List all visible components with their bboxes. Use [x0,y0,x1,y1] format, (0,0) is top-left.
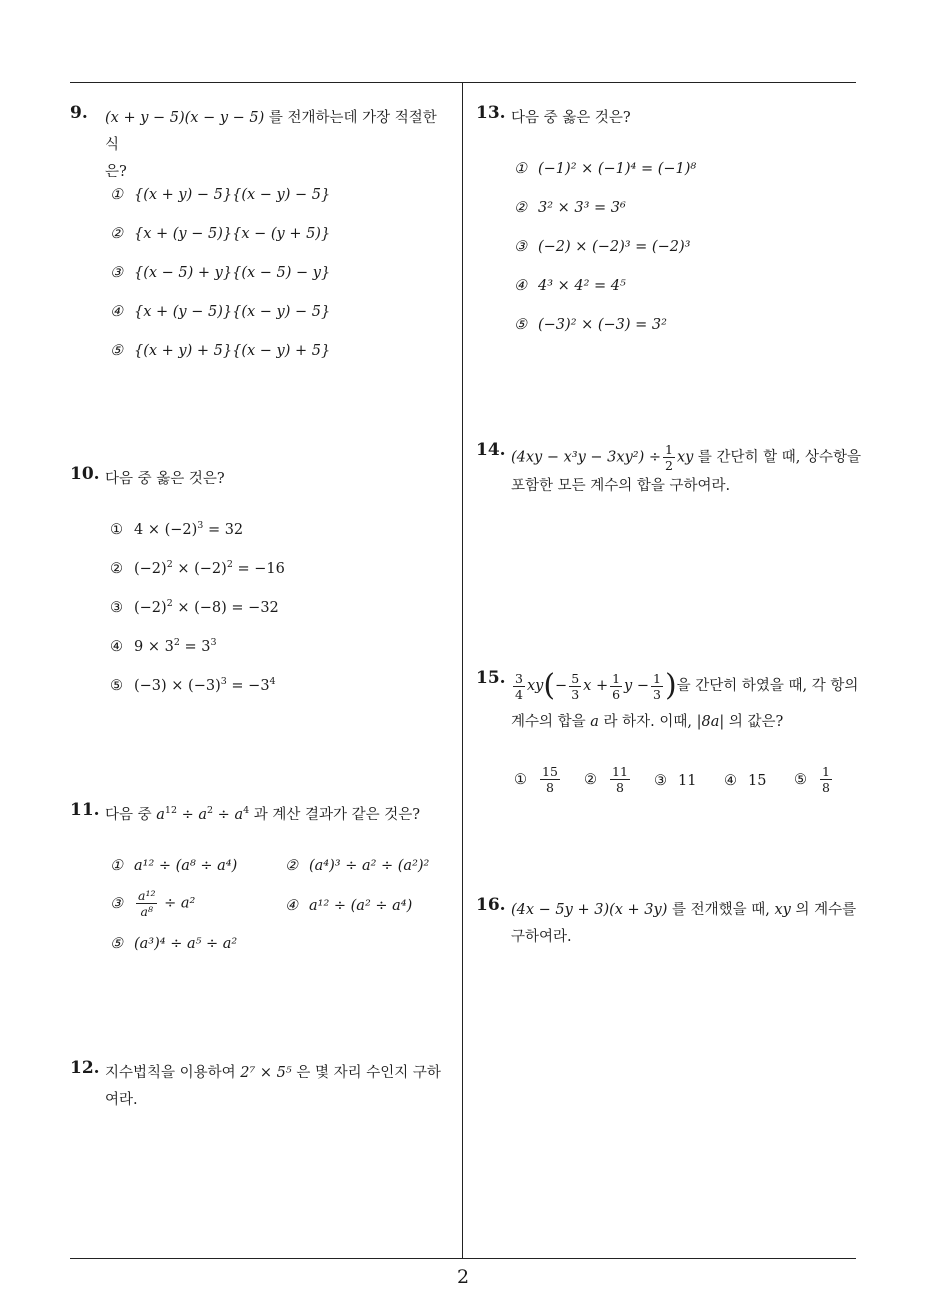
problem-stem: 다음 중 옳은 것은? [105,471,225,487]
option-5[interactable]: ⑤ $(-3) \times (-3)^3 = -3^4$ [110,676,276,694]
problem-stem: (4xy − x³y − 3xy²) ÷ $\frac{1}{2}$ xy 를 간단히 할 때, 상수항을 포함한 모든 계수의 합을 구하여라. [511,442,862,494]
problem-stem: 다음 중 $a^{12} \div a^2 \div a^4$ 과 계산 결과가 같은 것은? [105,805,421,823]
option-2[interactable]: ② $\frac{11}{8}$ [584,764,628,795]
problem-number: 13. [476,103,506,123]
problem-number: 15. [476,668,506,688]
problem-13 [476,103,856,343]
top-rule [70,82,856,83]
problem-stem: $\frac{3}{4}$ xy(− $\frac{5}{3}$ x + $\frac{1}{6}$ y − $\frac{1}{3}$ )을 간단히 하였을 때, 각 항의 계수의 합을 a 라 하자. 이때, |8a| 의 값은? [511,668,859,730]
problem-stem: 다음 중 옳은 것은? [511,110,631,126]
bottom-rule [70,1258,856,1259]
option-1[interactable]: ① {(x + y) − 5}{(x − y) − 5} [110,187,331,203]
problem-10 [70,464,455,704]
problem-number: 10. [70,464,100,484]
option-5[interactable]: ⑤ (−3)² × (−3) = 3² [514,317,667,333]
stem-text: 를 전개하는데 가장 적절한 식 [105,110,437,153]
problem-15 [476,668,861,808]
problem-number: 14. [476,440,506,460]
option-4[interactable]: ④ a¹² ÷ (a² ÷ a⁴) [285,898,413,914]
stem-text-line2: 은? [105,164,127,180]
option-5[interactable]: ⑤ (a³)⁴ ÷ a⁵ ÷ a² [110,936,238,952]
column-divider [462,82,463,1258]
option-4[interactable]: ④ $9 \times 3^2 = 3^3$ [110,637,217,655]
problem-stem: 지수법칙을 이용하여 2⁷ × 5⁵ 은 몇 자리 수인지 구하 여라. [105,1065,441,1108]
problem-number: 11. [70,800,100,820]
option-1[interactable]: ① (−1)² × (−1)⁴ = (−1)⁸ [514,161,697,177]
option-5[interactable]: ⑤ {(x + y) + 5}{(x − y) + 5} [110,343,331,359]
option-3[interactable]: ③ $\frac{\text{a¹²}}{\text{a⁸}}$ ÷ a² [110,888,196,919]
problem-stem [105,105,455,186]
option-2[interactable]: ② $(-2)^2 \times (-2)^2 = -16$ [110,559,285,577]
option-4[interactable]: ④ 15 [724,773,767,789]
option-5[interactable]: ⑤ $\frac{1}{8}$ [794,764,830,795]
problem-stem: (4x − 5y + 3)(x + 3y) 를 전개했을 때, xy 의 계수를 구하여라. [511,902,857,945]
problem-number: 12. [70,1058,100,1078]
problem-9 [70,103,455,363]
problem-16 [476,895,861,955]
option-3[interactable]: ③ (−2) × (−2)³ = (−2)³ [514,239,691,255]
option-2[interactable]: ② {x + (y − 5)}{x − (y + 5)} [110,226,331,242]
option-4[interactable]: ④ 4³ × 4² = 4⁵ [514,278,626,294]
problem-14 [476,440,861,510]
option-2[interactable]: ② 3² × 3³ = 3⁶ [514,200,626,216]
problem-12 [70,1058,455,1118]
page-number: 2 [456,1266,470,1288]
problem-11 [70,800,455,960]
option-4[interactable]: ④ {x + (y − 5)}{(x − y) − 5} [110,304,331,320]
option-3[interactable]: ③ 11 [654,773,697,789]
option-1[interactable]: ① $\frac{15}{8}$ [514,764,558,795]
option-3[interactable]: ③ {(x − 5) + y}{(x − 5) − y} [110,265,331,281]
option-1[interactable]: ① $4 \times (-2)^3 = 32$ [110,520,244,538]
stem-expression: (x + y − 5)(x − y − 5) [105,110,265,126]
option-1[interactable]: ① a¹² ÷ (a⁸ ÷ a⁴) [110,858,238,874]
option-3[interactable]: ③ $(-2)^2 \times (-8) = -32$ [110,598,279,616]
problem-number: 16. [476,895,506,915]
problem-number: 9. [70,103,88,123]
option-2[interactable]: ② (a⁴)³ ÷ a² ÷ (a²)² [285,858,430,874]
